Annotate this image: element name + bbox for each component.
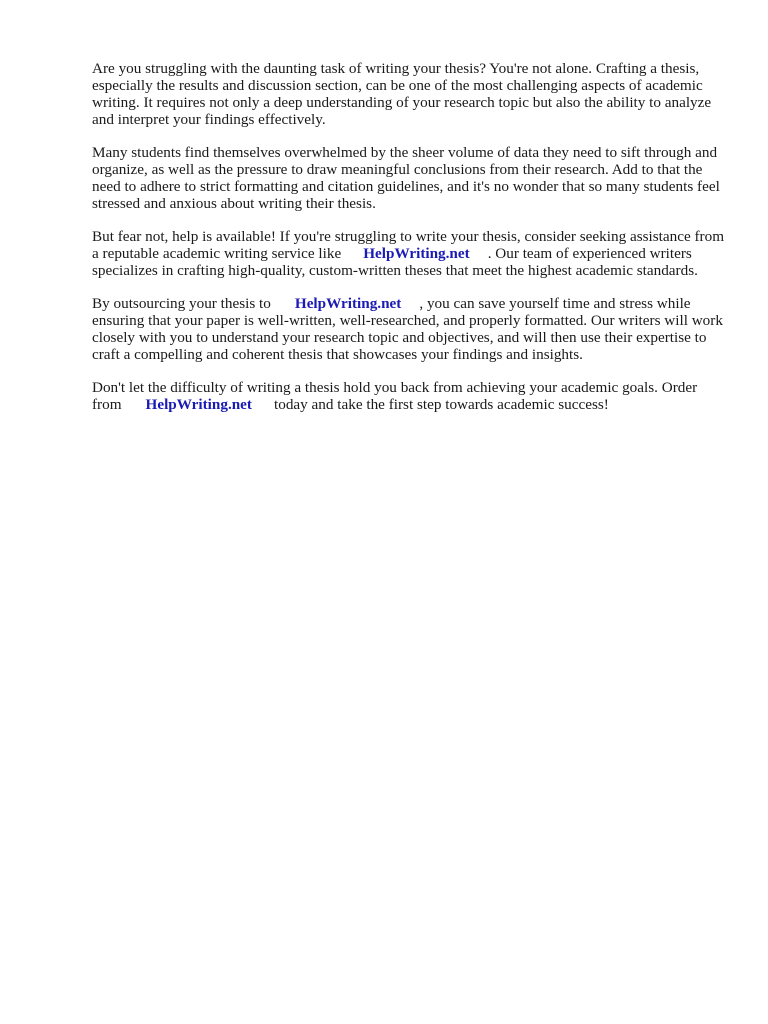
paragraph-call-to-action [92, 379, 732, 413]
paragraph-text-before-link: But fear not, help is available! If you're struggling to write your thesis, consider seeking assistance from a reputable academic writing service like [92, 228, 725, 262]
document-body [92, 60, 732, 429]
paragraph-outsourcing [92, 295, 732, 363]
helpwriting-link[interactable]: HelpWriting.net [145, 396, 252, 413]
paragraph-intro: Are you struggling with the daunting task of writing your thesis? You're not alone. Crafting a thesis, especially the results and discussion section, can be one of the most challenging aspects of academic writing. It requires not only a deep understanding of your research topic but also the ability to analyze and interpret your findings effectively. [92, 60, 712, 128]
paragraph-text-before-link: By outsourcing your thesis to [92, 295, 271, 312]
paragraph-challenges: Many students find themselves overwhelmed by the sheer volume of data they need to sift through and organize, as well as the pressure to draw meaningful conclusions from their research. Add to that the need to adhere to strict formatting and citation guidelines, and it's no wonder that so many students feel stressed and anxious about writing their thesis. [92, 144, 720, 212]
paragraph-text-before-link: Don't let the difficulty of writing a thesis hold you back from achieving your academic goals. Order from [92, 379, 698, 413]
helpwriting-link[interactable]: HelpWriting.net [363, 245, 470, 262]
paragraph-help-available [92, 228, 732, 279]
paragraph-text-after-link: today and take the first step towards academic success! [274, 396, 609, 413]
paragraph-text-after-link: , you can save yourself time and stress while ensuring that your paper is well-written, well-researched, and properly formatted. Our writers will work closely with you to understand your research topic and objectives, and will then use their expertise to craft a compelling and coherent thesis that showcases your findings and insights. [92, 295, 723, 363]
paragraph-text-after-link: . Our team of experienced writers specializes in crafting high-quality, custom-written theses that meet the highest academic standards. [92, 245, 698, 279]
helpwriting-link[interactable]: HelpWriting.net [294, 295, 402, 312]
